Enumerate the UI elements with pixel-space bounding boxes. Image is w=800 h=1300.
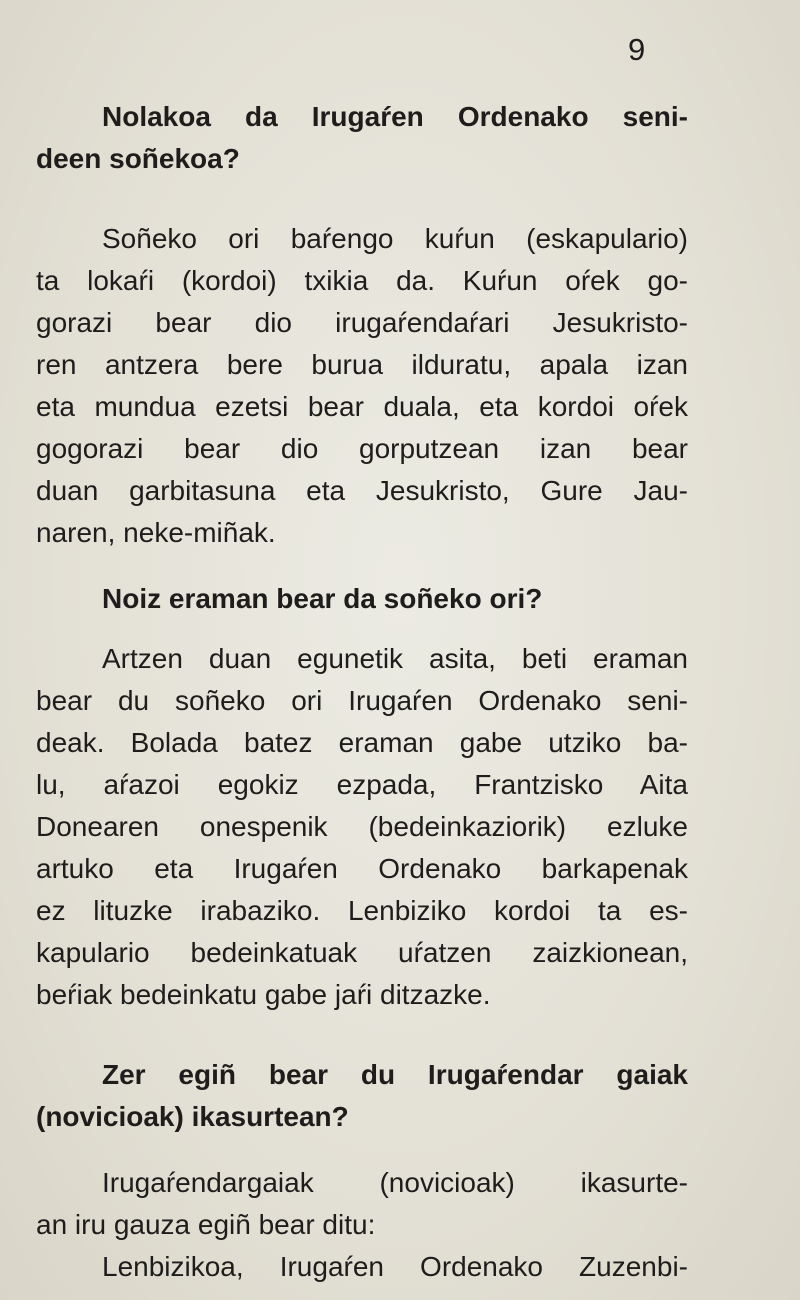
text-line: duan garbitasuna eta Jesukristo, Gure Jau- [36, 475, 688, 506]
text-line: beŕiak bedeinkatu gabe jaŕi ditzazke. [36, 979, 491, 1010]
section-3 [36, 1054, 688, 1288]
text-line: gorazi bear dio irugaŕendaŕari Jesukristo- [36, 307, 688, 338]
text-line: bear du soñeko ori Irugaŕen Ordenako seni- [36, 685, 688, 716]
text-line: Donearen onespenik (bedeinkaziorik) ezluke [36, 811, 688, 842]
section-3-heading [36, 1054, 688, 1138]
text-line: artuko eta Irugaŕen Ordenako barkapenak [36, 853, 688, 884]
section-2-paragraph [36, 638, 688, 1016]
heading-line: deen soñekoa? [36, 143, 240, 174]
section-1-heading [36, 96, 688, 180]
text-line: kapulario bedeinkatuak uŕatzen zaizkionean, [36, 937, 688, 968]
heading-line: Nolakoa da Irugaŕen Ordenako seni- [102, 101, 688, 132]
text-line: Artzen duan egunetik asita, beti eraman [102, 643, 688, 674]
page-number: 9 [628, 32, 646, 67]
section-1 [36, 96, 688, 554]
heading-line: Noiz eraman bear da soñeko ori? [102, 583, 543, 614]
section-2 [36, 578, 688, 1016]
page-content [36, 96, 688, 1288]
section-3-paragraph [36, 1246, 688, 1288]
text-line: eta mundua ezetsi bear duala, eta kordoi oŕek [36, 391, 688, 422]
heading-line: (novicioak) ikasurtean? [36, 1101, 349, 1132]
text-line: lu, aŕazoi egokiz ezpada, Frantzisko Aita [36, 769, 688, 800]
text-line: Irugaŕendargaiak (novicioak) ikasurte- [102, 1167, 688, 1198]
section-3-paragraph [36, 1162, 688, 1246]
text-line: deak. Bolada batez eraman gabe utziko ba- [36, 727, 688, 758]
text-line: an iru gauza egiñ bear ditu: [36, 1209, 376, 1240]
section-1-paragraph [36, 218, 688, 554]
text-line: ta lokaŕi (kordoi) txikia da. Kuŕun oŕek go- [36, 265, 688, 296]
text-line: Lenbizikoa, Irugaŕen Ordenako Zuzenbi- [102, 1251, 688, 1282]
text-line: ren antzera bere burua ilduratu, apala izan [36, 349, 688, 380]
heading-line: Zer egiñ bear du Irugaŕendar gaiak [102, 1059, 688, 1090]
text-line: naren, neke-miñak. [36, 517, 276, 548]
text-line: gogorazi bear dio gorputzean izan bear [36, 433, 688, 464]
text-line: ez lituzke irabaziko. Lenbiziko kordoi ta es- [36, 895, 688, 926]
section-2-heading [36, 578, 688, 620]
text-line: Soñeko ori baŕengo kuŕun (eskapulario) [102, 223, 688, 254]
